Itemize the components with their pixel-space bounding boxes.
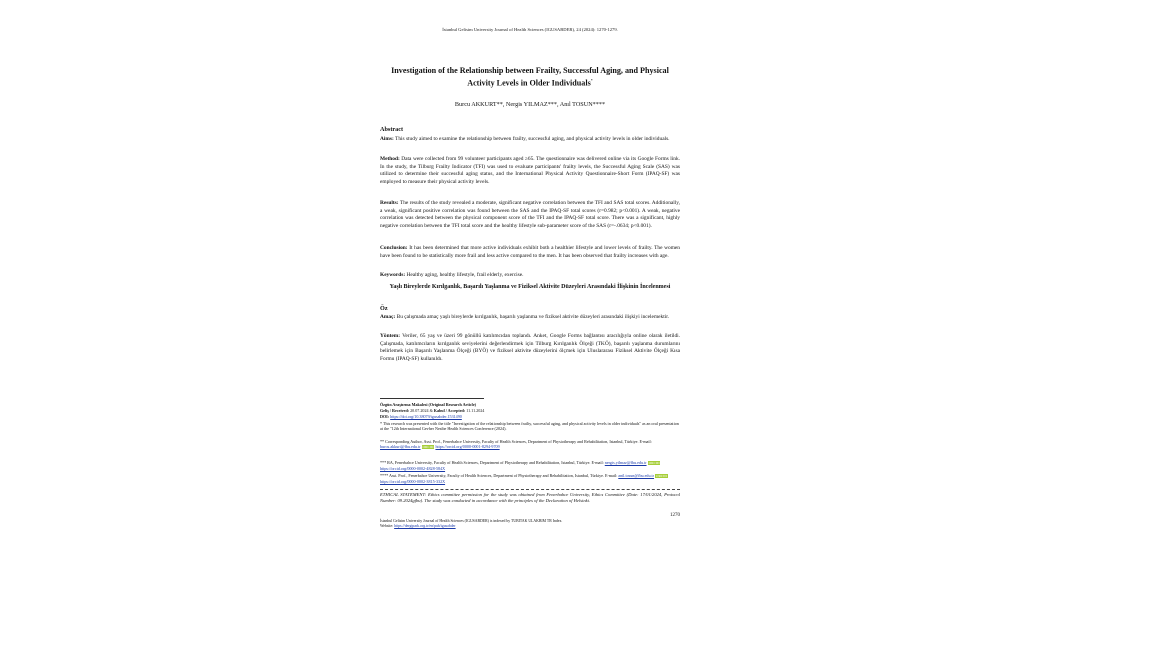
footnote-4-orcid-link[interactable]: https://orcid.org/0000-0002-3815-332X [380, 479, 446, 485]
orcid-icon: ORCID [656, 474, 667, 478]
footnote-1: * This research was presented with the title "Investigation of the relationship between frailty, successful aging, and physical activity levels in older individuals" as an oral presentation at the "12th International Gevher Nesibe Health Sciences Conference (2024). [380, 421, 679, 432]
footnote-2-email[interactable]: burcu.akkurt@fbu.edu.tr [380, 444, 421, 450]
oz-heading: Öz [380, 305, 388, 312]
abstract-aims [380, 136, 680, 144]
abstract-heading: Abstract [380, 126, 404, 133]
footnote-3-email[interactable]: nergis.yilmaz@fbu.edu.tr [604, 460, 647, 465]
footnote-2 [380, 439, 680, 450]
doi-label: DOI: [380, 414, 390, 419]
footnote-4 [380, 473, 680, 484]
paper-title [378, 66, 682, 89]
website-link[interactable]: https://dergipark.org.tr/en/pub/igusabder [394, 524, 456, 529]
amac-text: Bu çalışmada amaç yaşlı bireylerde kırılganlık, başarılı yaşlanma ve fiziksel aktivite düzeyleri arasındaki ilişkiyi incelemektir. [395, 314, 670, 320]
method-label: Method: [380, 156, 400, 162]
abstract-method [380, 156, 680, 186]
turkish-title: Yaşlı Bireylerde Kırılganlık, Başarılı Yaşlanma ve Fiziksel Aktivite Düzeyleri Arasındaki İlişkinin İncelenmesi [389, 284, 671, 290]
article-type-text: Özgün Araştırma Makalesi (Original Research Article) [380, 402, 476, 407]
article-dates [380, 408, 680, 413]
footnote-4-text: **** Asst. Prof., Fenerbahce University, Faculty of Health Sciences, Department of Physiotherapy and Rehabilitation, Istanbul, Türkiye. E-mail: [380, 473, 619, 478]
footnote-3-orcid-link[interactable]: https://orcid.org/0000-0002-4828-584X [380, 466, 446, 472]
yontem-text: Veriler, 65 yaş ve üzeri 99 gönüllü katılımcıdan toplandı. Anket, Google Forms bağlantısı aracılığıyla online olarak iletildi. Çalışmada, katılımcıların kırılganlık seviyelerini değerlendirmek için Tilburg Kırılganlık Ölçeği (TKÖ), başarılı yaşlanma durumlarını belirlemek için Başarılı Yaşlanma Ölçeği (BYÖ) ve fiziksel aktivite düzeylerini ölçmek için Uluslararası Fiziksel Aktivite Ölçeği Kısa Formu (IPAQ-SF) kullanıldı. [380, 333, 680, 362]
doi-line [380, 414, 680, 419]
footnote-rule [380, 398, 484, 399]
aims-label: Aims: [380, 136, 394, 142]
running-head: İstanbul Gelisim University Journal of Health Sciences (IGUSABDER), 24 (2024): 1270-1279. [442, 27, 618, 32]
footnote-2-text: ** Corresponding Author, Asst. Prof., Fenerbahce University, Faculty of Health Sciences, Department of Physiotherapy and Rehabilitation, Istanbul, Türkiye. E-mail: [380, 439, 652, 444]
footnote-3 [380, 460, 680, 471]
abstract-keywords [380, 272, 680, 280]
received-text: 20.07.2024 & [409, 408, 434, 413]
orcid-icon: ORCID [648, 461, 660, 465]
abstract-conclusion [380, 245, 680, 260]
website-label: Website: [380, 524, 395, 529]
article-type [380, 402, 680, 407]
method-text: Data were collected from 99 volunteer participants aged ≥65. The questionnaire was delivered online via its Google Forms link. In the study, the Tilburg Frailty Indicator (TFI) was used to evaluate participants' frailty levels, the Successful Aging Scale (SAS) was utilized to determine their successful aging status, and the International Physical Activity Questionnaire-Short Form (IPAQ-SF) was employed to measure their physical activity levels. [380, 156, 680, 185]
oz-amac [380, 314, 680, 322]
accepted-label: Kabul / Accepted: [433, 408, 466, 413]
accepted-text: 11.11.2024 [465, 408, 485, 413]
orcid-icon: ORCID [422, 445, 434, 450]
footnote-3-text: *** RA, Fenerbahce University, Faculty of Health Sciences, Department of Physiotherapy and Rehabilitation, Istanbul, Türkiye. E-mail: [380, 460, 605, 465]
page-footer [380, 519, 680, 530]
ethical-statement: ETHICAL STATEMENT: Ethics committee permission for the study was obtained from Fenerbahce University, Ethics Committee (Date: 17/01/2024, Protocol Number: 09.2024gfbu). The study was conducted in accordance with the principles of the Declaration of Helsinki. [380, 492, 680, 503]
abstract-results [380, 200, 680, 230]
received-label: Geliş / Received: [380, 408, 410, 413]
title-text: Investigation of the Relationship between Frailty, Successful Aging, and Physical Activity Levels in Older Individuals [391, 66, 669, 88]
results-label: Results: [380, 200, 399, 206]
keywords-text: Healthy aging, healthy lifestyle, frail elderly, exercise. [405, 272, 524, 278]
amac-label: Amaç: [380, 314, 396, 320]
keywords-label: Keywords: [380, 272, 406, 278]
footnote-2-orcid-link[interactable]: https://orcid.org/0000-0001-8294-9709 [435, 444, 500, 450]
conclusion-text: It has been determined that more active individuals exhibit both a healthier lifestyle and lower levels of frailty. The women have been found to be statistically more frail and less active compared to the men. It has been observed that frailty increases with age. [380, 245, 680, 259]
results-text: The results of the study revealed a moderate, significant negative correlation between the TFI and SAS total scores. Additionally, a weak, significant positive correlation was found between the SAS and the IPAQ-SF total scores (r=0.982; p<0.001). A weak, negative correlation was detected between the physical component score of the TFI and the IPAQ-SF total score. There was a significant, highly negative correlation between the TFI total score and the healthy lifestyle sub-parameter score of the SAS (r=-.0634; p<0.001). [380, 200, 680, 229]
footer-website-line [380, 524, 680, 529]
conclusion-label: Conclusion: [380, 245, 408, 251]
footnote-4-email[interactable]: anil.tosun@fbu.edu.tr [618, 473, 655, 478]
author-list: Burcu AKKURT**, Nergis YILMAZ***, Anıl TOSUN**** [454, 101, 606, 108]
aims-text: This study aimed to examine the relationship between frailty, successful aging, and physical activity levels in older individuals. [393, 136, 670, 142]
footer-index-line: İstanbul Gelisim University Journal of Health Sciences (IGUSABDER) is indexed by TUBITAK ULAKBIM TR Index. [380, 519, 563, 523]
oz-yontem [380, 333, 680, 363]
page-number: 1270 [670, 513, 680, 518]
title-footnote-mark: * [590, 78, 593, 83]
footnote-separator [380, 489, 680, 490]
yontem-label: Yöntem: [380, 333, 401, 339]
doi-link[interactable]: https://doi.org/10.38079/igusabder.1531490 [390, 414, 462, 419]
paper-page [378, 24, 682, 532]
